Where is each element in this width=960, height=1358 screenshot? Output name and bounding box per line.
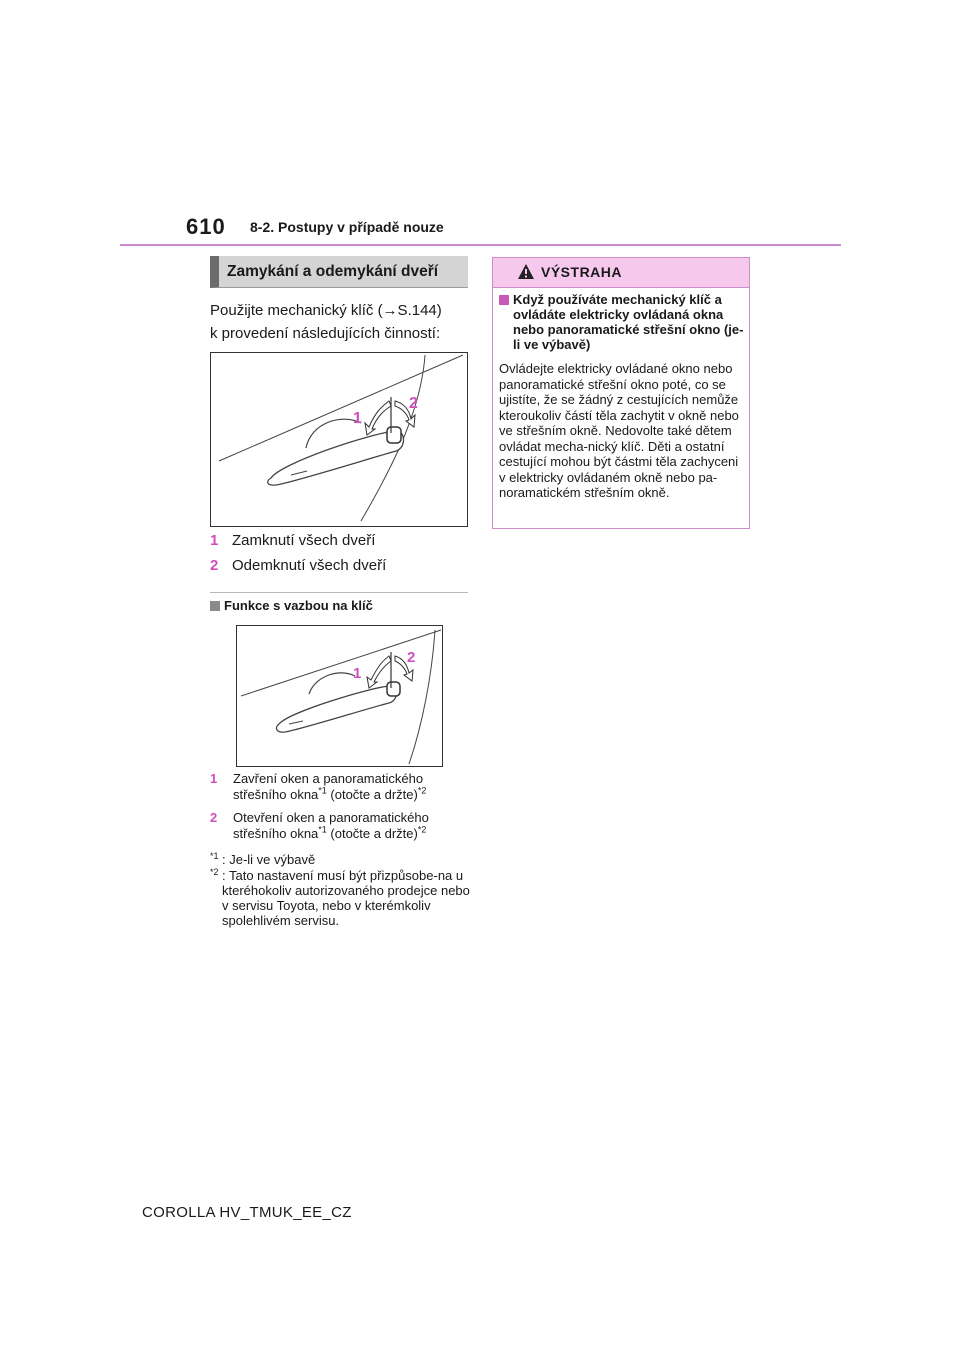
list-item bbox=[210, 771, 472, 805]
item-text-line-1: Otevření oken a panoramatického bbox=[233, 810, 429, 825]
footnote-ref: *1 bbox=[318, 824, 327, 835]
footnote: *1 : Je-li ve výbavě bbox=[210, 852, 472, 868]
footnote-ref: *2 bbox=[417, 785, 427, 796]
warning-triangle-icon bbox=[517, 263, 535, 280]
item-text-part: střešního okna bbox=[233, 787, 319, 802]
footer-text: COROLLA HV_TMUK_EE_CZ bbox=[142, 1204, 352, 1221]
list-item bbox=[210, 810, 472, 844]
door-handle bbox=[268, 431, 404, 485]
warning-title: VÝSTRAHA bbox=[541, 264, 623, 280]
door-handle-illustration bbox=[210, 352, 468, 527]
item-number: 1 bbox=[210, 532, 219, 549]
section-heading: Zamykání a odemykání dveří bbox=[210, 256, 468, 288]
door-handle bbox=[277, 686, 397, 732]
square-bullet-icon bbox=[210, 601, 220, 611]
footnote-ref: *2 bbox=[417, 824, 427, 835]
header-divider bbox=[120, 244, 841, 246]
subsection-heading bbox=[210, 598, 373, 613]
footnote-text-content: : Tato nastavení musí být přizpůsobe-na u kteréhokoliv autorizovaného prodejce nebo v servisu Toyota, nebo v kterémkoliv spolehlivém servisu. bbox=[222, 868, 470, 928]
key-cylinder bbox=[387, 682, 400, 696]
intro-line-1: Použijte mechanický klíč (→S.144) bbox=[210, 302, 442, 319]
key-function-illustration bbox=[236, 625, 443, 767]
handle-recess bbox=[309, 673, 355, 694]
figure-label-1: 1 bbox=[353, 665, 362, 682]
figure-label-2: 2 bbox=[407, 649, 416, 666]
figure-label-1: 1 bbox=[353, 410, 362, 427]
item-text-line-2 bbox=[233, 787, 473, 803]
figure-label-2: 2 bbox=[409, 395, 418, 412]
item-text-line-1: Zavření oken a panoramatického bbox=[233, 771, 424, 786]
item-number: 1 bbox=[210, 771, 218, 786]
item-number: 2 bbox=[210, 557, 219, 574]
intro-line-2: k provedení následujících činností: bbox=[210, 325, 441, 342]
item-text bbox=[233, 771, 473, 803]
warning-body: Ovládejte elektricky ovládané okno nebo panoramatické střešní okno poté, co se ujistíte, že se žádný z cestujících nemůže kteroukoliv částí těla zachytit v okně nebo ve střešním okně. Nedovolte také dětem ovládat mecha-nický klíč. Děti a ostatní cestující mohou být částmi těla zachyceni v elektricky ovládaném okně nebo pa-noramatickém střešním okně. bbox=[499, 361, 739, 500]
item-text bbox=[233, 810, 473, 842]
warning-box bbox=[492, 257, 750, 529]
footnote-text: : Je-li ve výbavě bbox=[222, 852, 316, 867]
square-bullet-icon bbox=[499, 295, 509, 305]
item-text-line-2 bbox=[233, 826, 473, 842]
footnote-text bbox=[222, 868, 478, 928]
warning-subheading-text: Když používáte mechanický klíč a ovládáte elektricky ovládaná okna nebo panoramatické střešní okno (je-li ve výbavě) bbox=[513, 292, 744, 352]
subsection-divider bbox=[210, 592, 468, 593]
item-text: Odemknutí všech dveří bbox=[232, 557, 387, 574]
warning-header bbox=[493, 258, 749, 288]
section-title: 8-2. Postupy v případě nouze bbox=[250, 219, 444, 235]
item-text-part: (otočte a držte) bbox=[326, 826, 418, 841]
item-text: Zamknutí všech dveří bbox=[232, 532, 376, 549]
list-item bbox=[210, 532, 375, 549]
door-handle-drawing bbox=[211, 353, 467, 526]
item-number: 2 bbox=[210, 810, 218, 825]
intro-text bbox=[210, 299, 480, 345]
footnote-ref: *1 bbox=[318, 785, 327, 796]
item-text-part: (otočte a držte) bbox=[326, 787, 418, 802]
list-item bbox=[210, 557, 386, 574]
warning-subheading bbox=[499, 292, 745, 352]
subsection-heading-text: Funkce s vazbou na klíč bbox=[224, 598, 373, 613]
footnote: *2 : Tato nastavení musí být přizpůsobe-na u kteréhokoliv autorizovaného prodejce nebo v servisu Toyota, nebo v kterémkoliv spolehlivém servisu. bbox=[210, 868, 472, 932]
item-text-part: střešního okna bbox=[233, 826, 319, 841]
page-number: 610 bbox=[186, 214, 226, 239]
key-function-drawing bbox=[237, 626, 442, 766]
key-cylinder bbox=[387, 427, 401, 443]
